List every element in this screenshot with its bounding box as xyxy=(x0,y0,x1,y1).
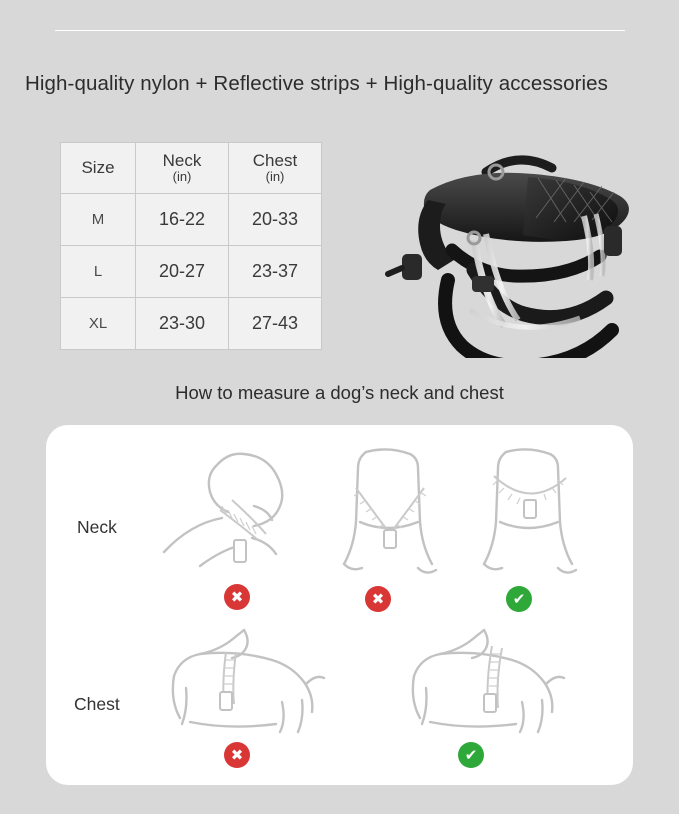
header-neck-unit: (in) xyxy=(172,168,192,184)
cell-size: XL xyxy=(61,298,136,350)
cell-chest: 20-33 xyxy=(229,194,322,246)
row-label-chest: Chest xyxy=(74,694,120,714)
cell-neck: 16-22 xyxy=(136,194,229,246)
cell-size: M xyxy=(61,194,136,246)
header-chest-unit: (in) xyxy=(265,168,285,184)
figure-neck-side-view xyxy=(160,448,310,578)
mark-good-icon: ✔ xyxy=(458,742,484,768)
mark-bad-icon: ✖ xyxy=(224,584,250,610)
figure-neck-front-low xyxy=(330,444,450,580)
table-row xyxy=(61,298,322,350)
cell-chest: 27-43 xyxy=(229,298,322,350)
row-label-neck: Neck xyxy=(77,517,117,537)
page-title: High-quality nylon + Reflective strips + High-quality accessories xyxy=(25,72,609,95)
table-row xyxy=(61,246,322,298)
header-size xyxy=(61,143,136,194)
header-chest-label: Chest xyxy=(252,151,298,170)
size-chart-table xyxy=(60,142,322,350)
mark-good-icon: ✔ xyxy=(506,586,532,612)
mark-bad-icon: ✖ xyxy=(365,586,391,612)
mark-bad-icon: ✖ xyxy=(224,742,250,768)
product-photo xyxy=(378,130,663,358)
header-size-label: Size xyxy=(81,157,115,177)
cell-neck: 23-30 xyxy=(136,298,229,350)
table-header-row xyxy=(61,143,322,194)
figure-neck-front-correct xyxy=(470,444,590,580)
cell-chest: 23-37 xyxy=(229,246,322,298)
measure-section-title: How to measure a dog’s neck and chest xyxy=(175,382,504,403)
header-neck xyxy=(136,143,229,194)
figure-chest-correct xyxy=(396,626,566,742)
header-chest xyxy=(229,143,322,194)
table-row xyxy=(61,194,322,246)
header-neck-label: Neck xyxy=(162,151,202,170)
cell-size: L xyxy=(61,246,136,298)
figure-chest-wrong xyxy=(156,626,326,742)
cell-neck: 20-27 xyxy=(136,246,229,298)
top-divider xyxy=(55,30,625,31)
